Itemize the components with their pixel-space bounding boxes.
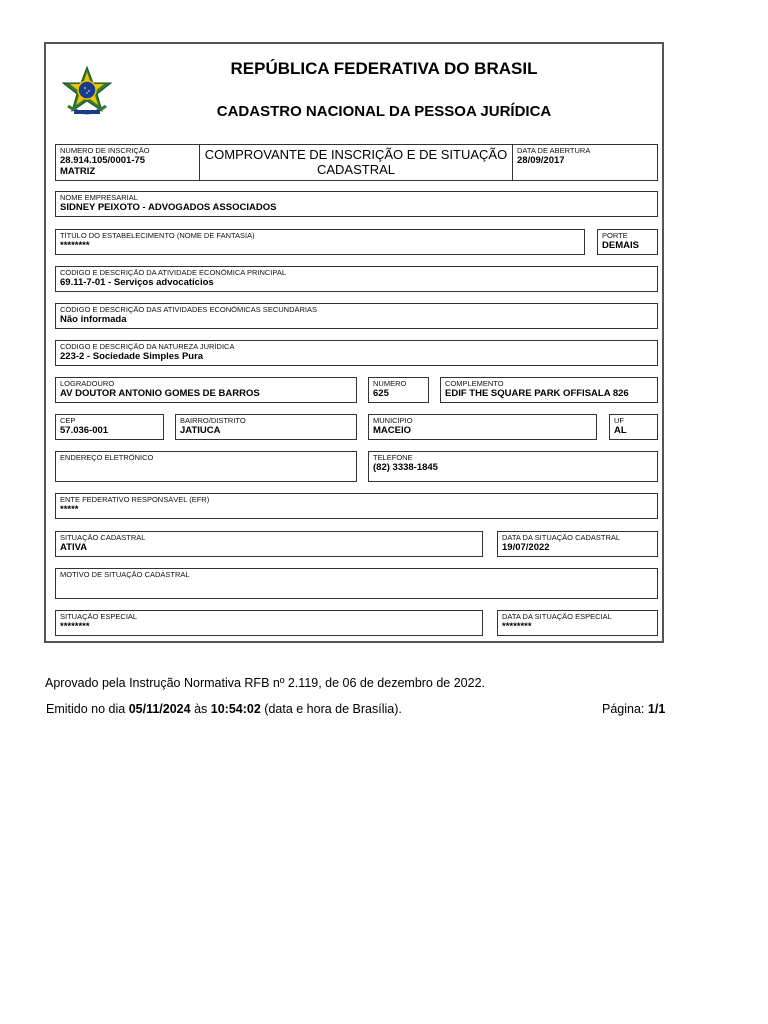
pagina-value: 1/1 [647,702,666,716]
uf-box [609,414,658,440]
abertura-label: DATA DE ABERTURA [517,147,591,155]
telefone-value: (82) 3338-1845 [373,462,438,473]
municipio-value: MACEIO [373,425,411,436]
bairro-box [175,414,357,440]
inscricao-box [55,144,200,181]
atividade-principal-label: CÓDIGO E DESCRIÇÃO DA ATIVIDADE ECONÔMICA PRINCIPAL [60,269,287,277]
porte-value: DEMAIS [602,240,639,251]
inscricao-label: NÚMERO DE INSCRIÇÃO [60,147,150,155]
abertura-value: 28/09/2017 [517,155,565,166]
atividades-secundarias-label: CÓDIGO E DESCRIÇÃO DAS ATIVIDADES ECONÔMICAS SECUNDÁRIAS [60,306,317,314]
emitido-suffix: (data e hora de Brasília). [264,702,402,716]
pagina-label: Página: [602,702,645,716]
porte-box [597,229,658,255]
numero-value: 625 [373,388,389,399]
telefone-label: TELEFONE [373,454,413,462]
complemento-value: EDIF THE SQUARE PARK OFFISALA 826 [445,388,629,399]
numero-box [368,377,429,403]
fantasia-label: TÍTULO DO ESTABELECIMENTO (NOME DE FANTASIA) [60,232,255,240]
porte-label: PORTE [602,232,628,240]
uf-label: UF [614,417,624,425]
logradouro-box [55,377,357,403]
situacao-box [55,531,483,557]
data-situacao-especial-label: DATA DA SITUAÇÃO ESPECIAL [502,613,612,621]
natureza-value: 223-2 - Sociedade Simples Pura [60,351,204,362]
bairro-label: BAIRRO/DISTRITO [180,417,246,425]
fantasia-box [55,229,585,255]
logradouro-value: AV DOUTOR ANTONIO GOMES DE BARROS [60,388,260,399]
cadastro-title: CADASTRO NACIONAL DA PESSOA JURÍDICA [216,103,552,120]
cep-box [55,414,164,440]
natureza-label: CÓDIGO E DESCRIÇÃO DA NATUREZA JURÍDICA [60,343,235,351]
email-label: ENDEREÇO ELETRÔNICO [60,454,154,462]
municipio-box [368,414,597,440]
republic-title: REPÚBLICA FEDERATIVA DO BRASIL [230,59,538,78]
emitido-text [46,702,402,716]
nome-value: SIDNEY PEIXOTO - ADVOGADOS ASSOCIADOS [60,202,277,213]
cep-label: CEP [60,417,76,425]
fantasia-value: ******** [60,240,90,251]
aprovado-text: Aprovado pela Instrução Normativa RFB nº 2.119, de 06 de dezembro de 2022. [45,676,486,690]
situacao-especial-box [55,610,483,636]
situacao-label: SITUAÇÃO CADASTRAL [60,534,146,542]
emitido-as: às [194,702,208,716]
data-situacao-especial-value: ******** [502,621,532,632]
atividade-principal-value: 69.11-7-01 - Serviços advocatícios [60,277,214,288]
natureza-box [55,340,658,366]
data-situacao-value: 19/07/2022 [502,542,550,553]
emitido-date: 05/11/2024 [128,702,191,716]
emitido-time: 10:54:02 [210,702,261,716]
municipio-label: MUNICÍPIO [373,417,413,425]
atividades-secundarias-value: Não informada [60,314,127,325]
data-situacao-especial-box [497,610,658,636]
comprovante-title: COMPROVANTE DE INSCRIÇÃO E DE SITUAÇÃO CADASTRAL [204,147,508,177]
uf-value: AL [614,425,627,436]
motivo-label: MOTIVO DE SITUAÇÃO CADASTRAL [60,571,190,579]
situacao-value: ATIVA [60,542,88,553]
inscricao-value: 28.914.105/0001-75 [60,155,146,166]
efr-label: ENTE FEDERATIVO RESPONSÁVEL (EFR) [60,496,210,504]
email-box [55,451,357,482]
data-situacao-box [497,531,658,557]
bairro-value: JATIUCA [180,425,221,436]
atividades-secundarias-box [55,303,658,329]
complemento-label: COMPLEMENTO [445,380,504,388]
emitido-prefix: Emitido no dia [46,702,126,716]
motivo-box [55,568,658,599]
abertura-box [512,144,658,181]
complemento-box [440,377,658,403]
cep-value: 57.036-001 [60,425,109,436]
efr-box [55,493,658,519]
numero-label: NÚMERO [373,380,407,388]
efr-value: ***** [60,504,79,515]
pagina-text [602,702,665,716]
telefone-box [368,451,658,482]
inscricao-extra: MATRIZ [60,166,96,177]
atividade-principal-box [55,266,658,292]
situacao-especial-label: SITUAÇÃO ESPECIAL [60,613,138,621]
nome-label: NOME EMPRESARIAL [60,194,138,202]
logradouro-label: LOGRADOURO [60,380,115,388]
nome-box [55,191,658,217]
situacao-especial-value: ******** [60,621,90,632]
comprovante-box [199,144,513,181]
data-situacao-label: DATA DA SITUAÇÃO CADASTRAL [502,534,621,542]
